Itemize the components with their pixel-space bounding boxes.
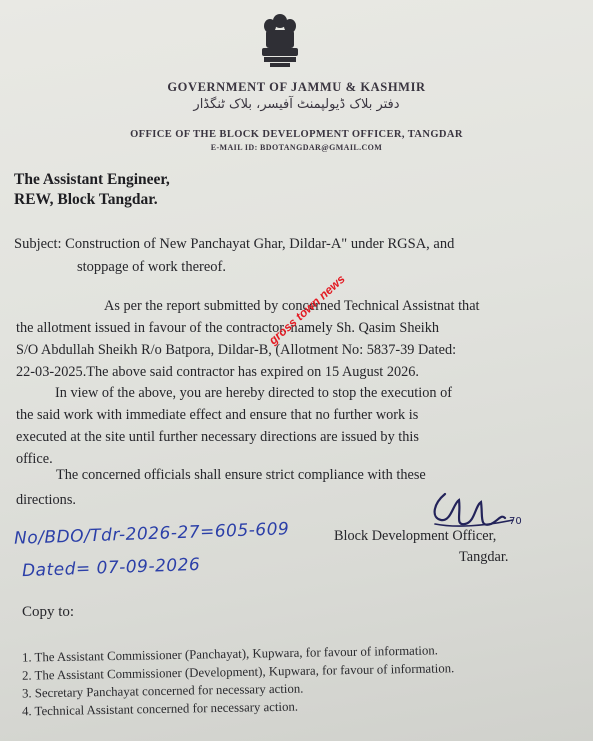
- government-heading: GOVERNMENT OF JAMMU & KASHMIR: [167, 80, 426, 94]
- paragraph-1-line-2: the allotment issued in favour of the contractor, namely Sh. Qasim Sheikh: [16, 320, 440, 336]
- copy-item-3: 3. Secretary Panchayat concerned for necessary action.: [21, 681, 304, 701]
- watermark-text: gross town news: [266, 271, 348, 348]
- urdu-heading: دفتر بلاک ڈیولپمنٹ آفیسر، بلاک ٹنگڈار: [193, 97, 400, 112]
- addressee-line-1: The Assistant Engineer,: [14, 171, 170, 188]
- paragraph-2-line-3: executed at the site until further necessary directions are issued by this: [16, 429, 419, 445]
- paragraph-3-line-2: directions.: [16, 492, 76, 508]
- signatory-title: Block Development Officer,: [334, 528, 497, 544]
- signature-date: 70: [509, 516, 522, 527]
- subject-line-1: Subject: Construction of New Panchayat Ghar, Dildar-A" under RGSA, and: [14, 236, 455, 252]
- copy-to-heading: Copy to:: [22, 604, 75, 620]
- copy-item-2: 2. The Assistant Commissioner (Development), Kupwara, for favour of information.: [21, 661, 455, 683]
- paragraph-1-line-3: S/O Abdullah Sheikh R/o Batpora, Dildar-B, (Allotment No: 5837-39 Dated:: [16, 342, 457, 358]
- paragraph-3-line-1: The concerned officials shall ensure strict compliance with these: [56, 467, 426, 483]
- paragraph-2-line-1: In view of the above, you are hereby directed to stop the execution of: [55, 385, 452, 401]
- handwritten-date: Dated= 07-09-2026: [21, 554, 201, 582]
- paragraph-1-line-4: 22-03-2025.The above said contractor has expired on 15 August 2026.: [16, 364, 420, 380]
- paragraph-2-line-4: office.: [16, 451, 53, 467]
- copy-item-1: 1. The Assistant Commissioner (Panchayat), Kupwara, for favour of information.: [21, 643, 439, 665]
- office-email: E-MAIL ID: BDOTANGDAR@GMAIL.COM: [210, 143, 383, 152]
- paragraph-2-line-2: the said work with immediate effect and ensure that no further work is: [16, 407, 419, 423]
- copy-item-4: 4. Technical Assistant concerned for necessary action.: [21, 699, 299, 719]
- addressee-line-2: REW, Block Tangdar.: [14, 191, 158, 208]
- signatory-place: Tangdar.: [459, 549, 509, 565]
- national-emblem-icon: [256, 12, 304, 70]
- office-heading: OFFICE OF THE BLOCK DEVELOPMENT OFFICER, TANGDAR: [130, 129, 463, 140]
- subject-line-2: stoppage of work thereof.: [77, 259, 226, 275]
- handwritten-reference-number: No/BDO/Tdr-2026-27=605-609: [13, 519, 290, 549]
- paragraph-1-line-1: As per the report submitted by concerned Technical Assistnat that: [104, 298, 480, 314]
